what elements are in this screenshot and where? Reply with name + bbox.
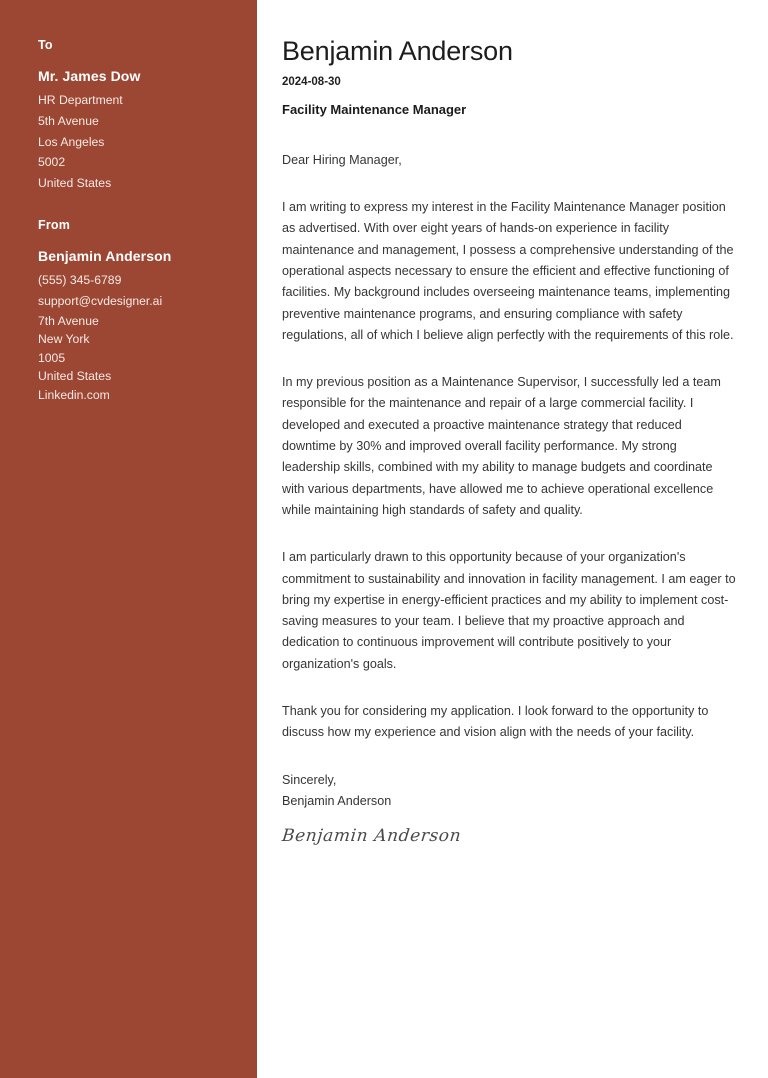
sender-name: Benjamin Anderson — [38, 247, 172, 264]
letter-paragraph: I am particularly drawn to this opportunity because of your organization's commitment to sustainability and innovation in facility management. I am eager to bring my expertise in energy-efficient practices and my ability to implement cost-saving measures to your team. I believe that my proactive approach and dedication to continuous improvement will contribute positively to your organization's goals. — [282, 550, 736, 671]
recipient-block — [38, 38, 237, 194]
recipient-line: 5th Avenue — [38, 113, 99, 128]
recipient-heading: To — [38, 38, 53, 52]
sender-heading: From — [38, 217, 71, 232]
page-title: Benjamin Anderson — [282, 36, 513, 66]
closing-name: Benjamin Anderson — [282, 793, 392, 808]
letter-date: 2024-08-30 — [282, 76, 341, 89]
recipient-line: Los Angeles — [38, 134, 105, 149]
sidebar — [0, 0, 257, 1078]
closing-salutation: Sincerely, — [282, 772, 337, 787]
sender-line: 7th Avenue — [38, 313, 99, 328]
sender-email[interactable]: support@cvdesigner.ai — [38, 293, 163, 308]
sender-line: United States — [38, 369, 112, 384]
sender-line: New York — [38, 332, 90, 347]
letter-paragraph: I am writing to express my interest in the Facility Maintenance Manager position as advertised. With over eight years of hands-on experience in facility maintenance and management, I possess a comprehensive understanding of the operational aspects necessary to ensure the efficient and effective functioning of facilities. My background includes overseeing maintenance teams, implementing preventive maintenance programs, and ensuring compliance with safety regulations, all of which I believe align perfectly with the requirements of this role. — [282, 200, 734, 342]
recipient-line: 5002 — [38, 155, 66, 170]
sender-linkedin[interactable]: Linkedin.com — [38, 387, 110, 402]
letter-role: Facility Maintenance Manager — [282, 102, 467, 118]
sender-block — [38, 218, 237, 404]
signature: Benjamin Anderson — [280, 826, 463, 847]
letter-body — [257, 0, 768, 1078]
recipient-line: United States — [38, 176, 112, 191]
recipient-name: Mr. James Dow — [38, 68, 141, 84]
letter-closing — [282, 770, 738, 813]
sender-line: 1005 — [38, 350, 66, 365]
letter-salutation: Dear Hiring Manager, — [282, 153, 402, 168]
recipient-line: HR Department — [38, 93, 123, 107]
sender-phone: (555) 345-6789 — [38, 272, 122, 287]
letter-paragraph: Thank you for considering my application. I look forward to the opportunity to discuss how my experience and vision align with the needs of your facility. — [282, 703, 709, 740]
letter-paragraph: In my previous position as a Maintenance Supervisor, I successfully led a team responsible for the maintenance and repair of a large commercial facility. I developed and executed a proactive maintenance strategy that reduced downtime by 30% and improved overall facility performance. My strong leadership skills, combined with my ability to manage budgets and coordinate with various departments, have allowed me to achieve operational excellence while maintaining high standards of safety and quality. — [282, 375, 721, 517]
